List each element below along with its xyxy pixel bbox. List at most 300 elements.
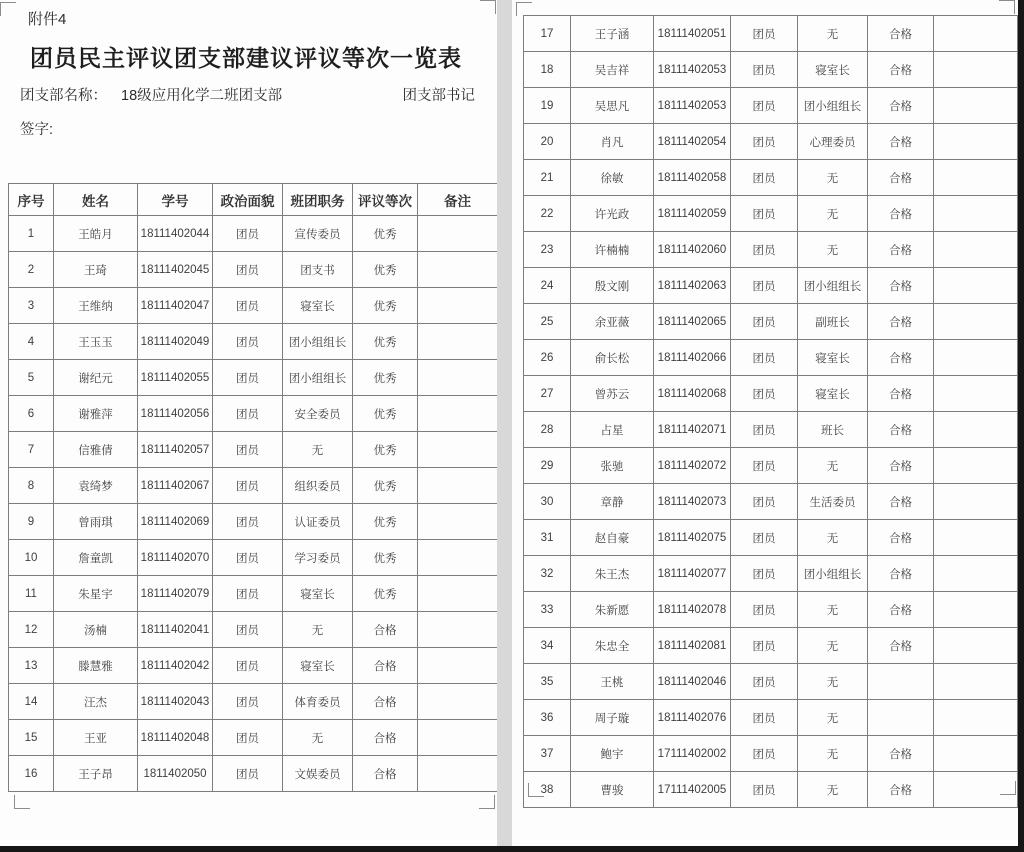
- cell-position: 寝室长: [283, 288, 353, 324]
- crop-mark: [479, 795, 495, 809]
- cell-student_id: 18111402068: [654, 376, 731, 412]
- cell-grade: [868, 700, 934, 736]
- cell-student_id: 18111402058: [654, 160, 731, 196]
- cell-remark: [418, 576, 498, 612]
- cell-position: 副班长: [798, 304, 868, 340]
- cell-no: 34: [524, 628, 571, 664]
- column-header: 评议等次: [353, 184, 418, 216]
- cell-no: 38: [524, 772, 571, 808]
- cell-grade: 合格: [868, 448, 934, 484]
- table-row: [524, 592, 1018, 628]
- cell-political_status: 团员: [213, 216, 283, 252]
- cell-position: 无: [798, 772, 868, 808]
- column-header: 学号: [138, 184, 213, 216]
- cell-student_id: 18111402048: [138, 720, 213, 756]
- cell-name: 汪杰: [54, 684, 138, 720]
- cell-position: 无: [798, 592, 868, 628]
- cell-grade: 合格: [353, 720, 418, 756]
- table-row: [524, 268, 1018, 304]
- cell-student_id: 18111402069: [138, 504, 213, 540]
- cell-position: 体育委员: [283, 684, 353, 720]
- cell-position: 寝室长: [283, 576, 353, 612]
- cell-no: 29: [524, 448, 571, 484]
- cell-no: 17: [524, 16, 571, 52]
- cell-student_id: 17111402002: [654, 736, 731, 772]
- cell-name: 曾苏云: [571, 376, 654, 412]
- column-header: 序号: [9, 184, 54, 216]
- cell-grade: 优秀: [353, 216, 418, 252]
- cell-name: 王子涵: [571, 16, 654, 52]
- cell-no: 12: [9, 612, 54, 648]
- cell-remark: [934, 376, 1018, 412]
- cell-name: 信雅倩: [54, 432, 138, 468]
- cell-grade: 合格: [868, 196, 934, 232]
- cell-no: 13: [9, 648, 54, 684]
- cell-political_status: 团员: [731, 196, 798, 232]
- cell-no: 22: [524, 196, 571, 232]
- cell-remark: [934, 124, 1018, 160]
- cell-grade: 优秀: [353, 468, 418, 504]
- cell-remark: [418, 648, 498, 684]
- cell-political_status: 团员: [213, 432, 283, 468]
- cell-name: 王琦: [54, 252, 138, 288]
- cell-no: 2: [9, 252, 54, 288]
- cell-grade: 合格: [868, 592, 934, 628]
- cell-position: 无: [798, 628, 868, 664]
- cell-name: 谢纪元: [54, 360, 138, 396]
- table-row: [9, 684, 498, 720]
- cell-no: 6: [9, 396, 54, 432]
- cell-remark: [934, 736, 1018, 772]
- cell-name: 王维纳: [54, 288, 138, 324]
- cell-political_status: 团员: [731, 592, 798, 628]
- cell-position: 无: [798, 664, 868, 700]
- cell-grade: 合格: [868, 88, 934, 124]
- cell-student_id: 18111402056: [138, 396, 213, 432]
- cell-no: 36: [524, 700, 571, 736]
- branch-info-line: [20, 84, 477, 105]
- cell-political_status: 团员: [213, 360, 283, 396]
- crop-mark: [480, 0, 496, 14]
- table-row: [9, 468, 498, 504]
- cell-grade: 合格: [868, 520, 934, 556]
- column-header: 备注: [418, 184, 498, 216]
- cell-political_status: 团员: [213, 612, 283, 648]
- cell-name: 鲍宇: [571, 736, 654, 772]
- cell-remark: [418, 396, 498, 432]
- cell-name: 曹骏: [571, 772, 654, 808]
- cell-remark: [934, 628, 1018, 664]
- crop-mark: [0, 2, 16, 16]
- cell-no: 3: [9, 288, 54, 324]
- cell-political_status: 团员: [731, 304, 798, 340]
- cell-remark: [418, 756, 498, 792]
- cell-remark: [934, 16, 1018, 52]
- cell-grade: 优秀: [353, 288, 418, 324]
- cell-no: 19: [524, 88, 571, 124]
- cell-remark: [934, 268, 1018, 304]
- cell-name: 许光政: [571, 196, 654, 232]
- cell-position: 寝室长: [798, 340, 868, 376]
- cell-name: 王子昂: [54, 756, 138, 792]
- cell-name: 章静: [571, 484, 654, 520]
- cell-position: 文娱委员: [283, 756, 353, 792]
- cell-position: 无: [798, 196, 868, 232]
- cell-position: 无: [798, 232, 868, 268]
- cell-grade: 合格: [868, 376, 934, 412]
- cell-political_status: 团员: [731, 664, 798, 700]
- table-header: [9, 184, 498, 216]
- photo-edge-right: [1018, 0, 1024, 852]
- cell-grade: 优秀: [353, 540, 418, 576]
- roster-table-page1: [8, 183, 498, 792]
- cell-student_id: 18111402054: [654, 124, 731, 160]
- roster-table-page2: [523, 15, 1018, 808]
- cell-grade: 合格: [868, 52, 934, 88]
- cell-political_status: 团员: [731, 484, 798, 520]
- cell-student_id: 18111402071: [654, 412, 731, 448]
- column-header: 班团职务: [283, 184, 353, 216]
- cell-grade: 合格: [868, 628, 934, 664]
- branch-name-label: 团支部名称：: [20, 88, 107, 104]
- table-row: [524, 16, 1018, 52]
- cell-political_status: 团员: [731, 736, 798, 772]
- cell-remark: [934, 340, 1018, 376]
- cell-no: 11: [9, 576, 54, 612]
- cell-political_status: 团员: [213, 504, 283, 540]
- cell-student_id: 18111402053: [654, 52, 731, 88]
- cell-name: 占星: [571, 412, 654, 448]
- cell-no: 20: [524, 124, 571, 160]
- cell-student_id: 18111402067: [138, 468, 213, 504]
- cell-student_id: 18111402075: [654, 520, 731, 556]
- page-1: [0, 0, 497, 846]
- table-row: [524, 520, 1018, 556]
- cell-remark: [418, 252, 498, 288]
- crop-mark: [14, 795, 30, 809]
- cell-position: 无: [283, 432, 353, 468]
- cell-political_status: 团员: [213, 756, 283, 792]
- cell-position: 无: [798, 160, 868, 196]
- cell-no: 8: [9, 468, 54, 504]
- cell-name: 王皓月: [54, 216, 138, 252]
- cell-grade: 合格: [868, 340, 934, 376]
- cell-position: 团小组组长: [283, 360, 353, 396]
- cell-name: 张驰: [571, 448, 654, 484]
- cell-no: 35: [524, 664, 571, 700]
- table-row: [524, 88, 1018, 124]
- cell-political_status: 团员: [213, 648, 283, 684]
- cell-position: 认证委员: [283, 504, 353, 540]
- cell-student_id: 18111402059: [654, 196, 731, 232]
- cell-name: 殷文刚: [571, 268, 654, 304]
- header-row: [9, 184, 498, 216]
- cell-political_status: 团员: [213, 252, 283, 288]
- table-row: [9, 360, 498, 396]
- table-row: [9, 648, 498, 684]
- cell-name: 谢雅萍: [54, 396, 138, 432]
- cell-remark: [934, 484, 1018, 520]
- cell-remark: [934, 448, 1018, 484]
- page-gap: [497, 0, 512, 846]
- cell-position: 安全委员: [283, 396, 353, 432]
- cell-political_status: 团员: [731, 628, 798, 664]
- cell-name: 周子璇: [571, 700, 654, 736]
- cell-remark: [418, 504, 498, 540]
- table-row: [9, 324, 498, 360]
- cell-no: 10: [9, 540, 54, 576]
- cell-student_id: 18111402081: [654, 628, 731, 664]
- attachment-label: 附件4: [28, 11, 67, 28]
- cell-name: 王桃: [571, 664, 654, 700]
- crop-mark: [999, 0, 1015, 14]
- cell-grade: 合格: [868, 232, 934, 268]
- cell-political_status: 团员: [213, 324, 283, 360]
- cell-grade: 优秀: [353, 252, 418, 288]
- table-row: [9, 504, 498, 540]
- table-row: [524, 160, 1018, 196]
- cell-no: 16: [9, 756, 54, 792]
- cell-grade: 合格: [868, 16, 934, 52]
- cell-student_id: 18111402046: [654, 664, 731, 700]
- cell-no: 26: [524, 340, 571, 376]
- cell-name: 吴吉祥: [571, 52, 654, 88]
- table-row: [524, 772, 1018, 808]
- cell-remark: [418, 360, 498, 396]
- cell-position: 学习委员: [283, 540, 353, 576]
- cell-student_id: 1811402050: [138, 756, 213, 792]
- cell-position: 无: [798, 736, 868, 772]
- cell-remark: [934, 196, 1018, 232]
- cell-remark: [934, 412, 1018, 448]
- cell-remark: [418, 684, 498, 720]
- cell-grade: 合格: [868, 304, 934, 340]
- cell-position: 团支书: [283, 252, 353, 288]
- table-row: [9, 216, 498, 252]
- cell-name: 朱星宇: [54, 576, 138, 612]
- column-header: 姓名: [54, 184, 138, 216]
- page-title: 团员民主评议团支部建议评议等次一览表: [30, 45, 462, 71]
- cell-political_status: 团员: [213, 288, 283, 324]
- cell-student_id: 18111402065: [654, 304, 731, 340]
- cell-grade: 合格: [868, 412, 934, 448]
- table-row: [524, 52, 1018, 88]
- cell-remark: [934, 232, 1018, 268]
- table-row: [9, 432, 498, 468]
- cell-grade: 合格: [868, 268, 934, 304]
- photo-edge-bottom: [0, 846, 1024, 852]
- cell-student_id: 18111402060: [654, 232, 731, 268]
- cell-position: 团小组组长: [283, 324, 353, 360]
- cell-no: 31: [524, 520, 571, 556]
- cell-remark: [418, 432, 498, 468]
- cell-position: 无: [798, 16, 868, 52]
- cell-name: 汤楠: [54, 612, 138, 648]
- cell-political_status: 团员: [731, 448, 798, 484]
- cell-grade: 优秀: [353, 360, 418, 396]
- branch-name-value: 18级应用化学二班团支部: [121, 88, 283, 104]
- cell-name: 许楠楠: [571, 232, 654, 268]
- table-row: [524, 232, 1018, 268]
- cell-remark: [418, 324, 498, 360]
- cell-no: 33: [524, 592, 571, 628]
- cell-position: 生活委员: [798, 484, 868, 520]
- cell-position: 班长: [798, 412, 868, 448]
- cell-no: 1: [9, 216, 54, 252]
- table-row: [524, 484, 1018, 520]
- cell-grade: 优秀: [353, 432, 418, 468]
- secretary-label: 团支部书记: [402, 88, 475, 104]
- cell-student_id: 18111402051: [654, 16, 731, 52]
- cell-student_id: 18111402053: [654, 88, 731, 124]
- cell-no: 9: [9, 504, 54, 540]
- table-row: [524, 124, 1018, 160]
- cell-remark: [418, 468, 498, 504]
- cell-grade: 合格: [868, 736, 934, 772]
- table-row: [524, 700, 1018, 736]
- cell-position: 无: [798, 700, 868, 736]
- cell-remark: [418, 216, 498, 252]
- cell-grade: 合格: [868, 124, 934, 160]
- cell-no: 28: [524, 412, 571, 448]
- cell-political_status: 团员: [731, 412, 798, 448]
- cell-position: 无: [798, 520, 868, 556]
- table-row: [524, 340, 1018, 376]
- cell-no: 25: [524, 304, 571, 340]
- cell-student_id: 18111402077: [654, 556, 731, 592]
- cell-name: 赵自豪: [571, 520, 654, 556]
- cell-name: 朱新愿: [571, 592, 654, 628]
- cell-name: 余亚薇: [571, 304, 654, 340]
- cell-student_id: 18111402057: [138, 432, 213, 468]
- cell-no: 32: [524, 556, 571, 592]
- cell-student_id: 18111402079: [138, 576, 213, 612]
- column-header: 政治面貌: [213, 184, 283, 216]
- cell-student_id: 18111402042: [138, 648, 213, 684]
- cell-no: 27: [524, 376, 571, 412]
- cell-grade: 优秀: [353, 324, 418, 360]
- table-row: [524, 664, 1018, 700]
- cell-name: 朱王杰: [571, 556, 654, 592]
- cell-no: 14: [9, 684, 54, 720]
- cell-no: 18: [524, 52, 571, 88]
- table-row: [524, 412, 1018, 448]
- cell-no: 5: [9, 360, 54, 396]
- cell-position: 寝室长: [798, 52, 868, 88]
- cell-political_status: 团员: [731, 520, 798, 556]
- cell-name: 朱忠全: [571, 628, 654, 664]
- cell-political_status: 团员: [213, 540, 283, 576]
- cell-political_status: 团员: [731, 340, 798, 376]
- cell-student_id: 18111402041: [138, 612, 213, 648]
- cell-political_status: 团员: [731, 556, 798, 592]
- table-row: [524, 196, 1018, 232]
- cell-political_status: 团员: [213, 720, 283, 756]
- cell-grade: 优秀: [353, 396, 418, 432]
- cell-name: 王亚: [54, 720, 138, 756]
- cell-remark: [934, 160, 1018, 196]
- cell-no: 23: [524, 232, 571, 268]
- cell-remark: [934, 520, 1018, 556]
- cell-position: 团小组组长: [798, 88, 868, 124]
- cell-position: 团小组组长: [798, 556, 868, 592]
- cell-grade: 合格: [353, 756, 418, 792]
- cell-remark: [418, 540, 498, 576]
- cell-position: 组织委员: [283, 468, 353, 504]
- cell-political_status: 团员: [731, 376, 798, 412]
- table-row: [524, 628, 1018, 664]
- cell-no: 21: [524, 160, 571, 196]
- cell-remark: [418, 612, 498, 648]
- cell-student_id: 18111402078: [654, 592, 731, 628]
- cell-name: 曾雨琪: [54, 504, 138, 540]
- cell-position: 宣传委员: [283, 216, 353, 252]
- cell-remark: [934, 592, 1018, 628]
- cell-student_id: 18111402045: [138, 252, 213, 288]
- cell-political_status: 团员: [731, 232, 798, 268]
- table-row: [524, 376, 1018, 412]
- cell-name: 袁绮梦: [54, 468, 138, 504]
- cell-name: 吴思凡: [571, 88, 654, 124]
- cell-name: 肖凡: [571, 124, 654, 160]
- cell-grade: [868, 664, 934, 700]
- cell-student_id: 18111402066: [654, 340, 731, 376]
- cell-position: 无: [283, 612, 353, 648]
- cell-political_status: 团员: [213, 396, 283, 432]
- cell-political_status: 团员: [731, 268, 798, 304]
- crop-mark: [516, 2, 532, 16]
- cell-grade: 合格: [353, 648, 418, 684]
- cell-political_status: 团员: [731, 88, 798, 124]
- cell-remark: [934, 52, 1018, 88]
- page-2: [512, 0, 1018, 846]
- cell-student_id: 18111402073: [654, 484, 731, 520]
- cell-political_status: 团员: [731, 124, 798, 160]
- cell-position: 寝室长: [798, 376, 868, 412]
- cell-remark: [934, 700, 1018, 736]
- signature-label: 签字:: [20, 122, 54, 138]
- cell-grade: 合格: [868, 160, 934, 196]
- cell-student_id: 18111402076: [654, 700, 731, 736]
- table-row: [9, 252, 498, 288]
- cell-political_status: 团员: [731, 700, 798, 736]
- table-row: [9, 396, 498, 432]
- cell-position: 团小组组长: [798, 268, 868, 304]
- cell-name: 王玉玉: [54, 324, 138, 360]
- cell-no: 37: [524, 736, 571, 772]
- cell-no: 4: [9, 324, 54, 360]
- cell-student_id: 18111402070: [138, 540, 213, 576]
- cell-grade: 合格: [353, 612, 418, 648]
- cell-remark: [418, 720, 498, 756]
- table-row: [9, 288, 498, 324]
- cell-name: 滕慧雅: [54, 648, 138, 684]
- cell-grade: 合格: [353, 684, 418, 720]
- cell-remark: [934, 664, 1018, 700]
- cell-political_status: 团员: [731, 160, 798, 196]
- cell-name: 詹童凯: [54, 540, 138, 576]
- cell-political_status: 团员: [213, 684, 283, 720]
- cell-student_id: 18111402047: [138, 288, 213, 324]
- cell-grade: 合格: [868, 484, 934, 520]
- cell-no: 24: [524, 268, 571, 304]
- cell-political_status: 团员: [731, 772, 798, 808]
- cell-student_id: 18111402063: [654, 268, 731, 304]
- table-row: [9, 576, 498, 612]
- cell-political_status: 团员: [731, 16, 798, 52]
- cell-no: 30: [524, 484, 571, 520]
- cell-student_id: 17111402005: [654, 772, 731, 808]
